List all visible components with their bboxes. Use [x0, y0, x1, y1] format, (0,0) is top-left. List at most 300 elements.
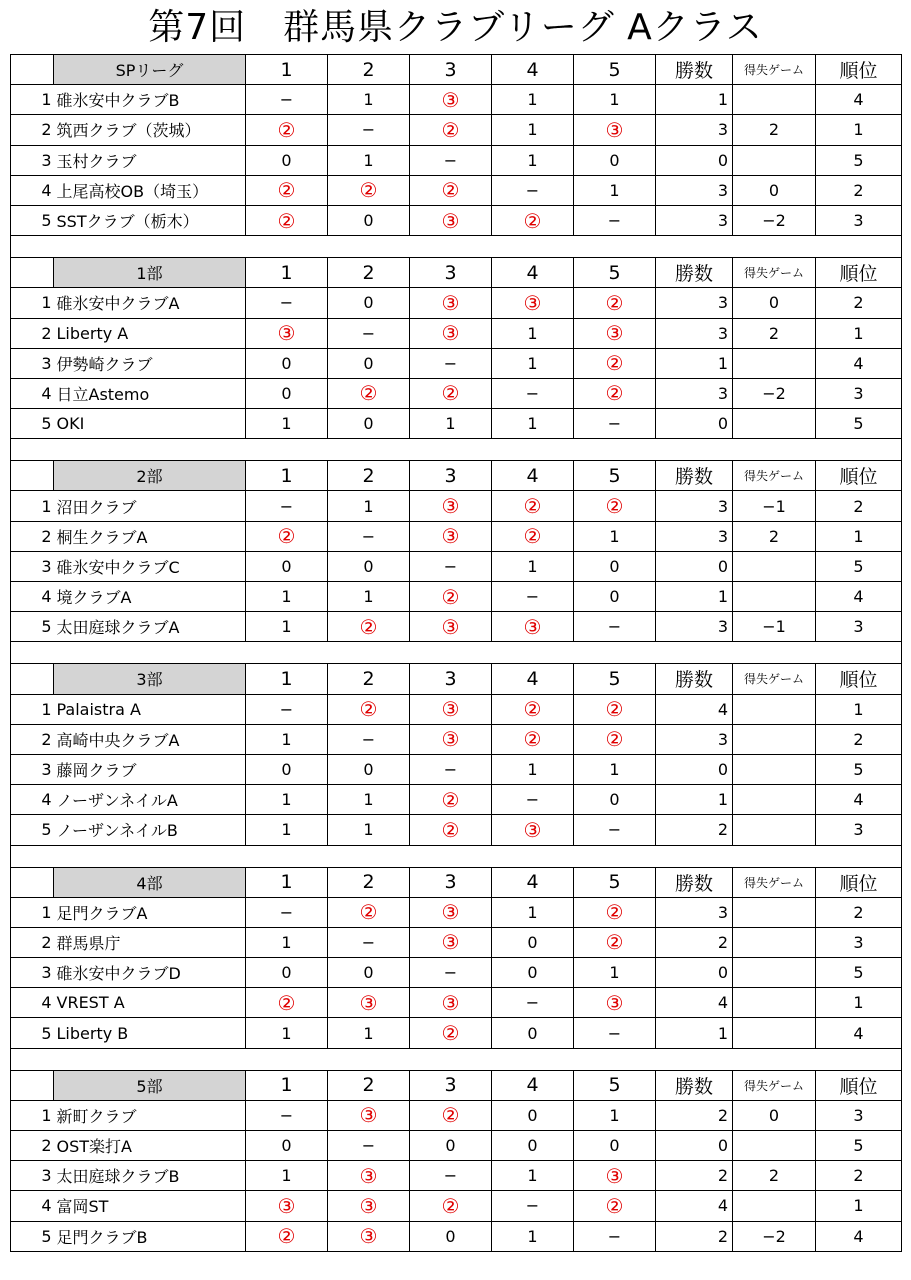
result-cell: 0 — [328, 205, 410, 235]
wins-value: 1 — [656, 85, 733, 115]
group-header-row — [11, 55, 902, 85]
spacer-cell — [246, 439, 328, 461]
result-win: ② — [574, 1191, 656, 1221]
team-name: 群馬県庁 — [54, 927, 246, 957]
team-number: 2 — [11, 927, 54, 957]
result-cell: 1 — [246, 724, 328, 754]
result-cell: − — [328, 318, 410, 348]
result-cell: − — [246, 1100, 328, 1130]
result-cell: − — [574, 409, 656, 439]
result-cell: 1 — [328, 582, 410, 612]
spacer-cell — [733, 1048, 816, 1070]
header-opponent-number: 5 — [574, 664, 656, 694]
header-blank-cell — [11, 1070, 54, 1100]
spacer-cell — [54, 845, 246, 867]
group-name: 3部 — [54, 664, 246, 694]
team-number: 5 — [11, 612, 54, 642]
result-win: ② — [410, 1191, 492, 1221]
team-number: 4 — [11, 1191, 54, 1221]
team-number: 3 — [11, 754, 54, 784]
result-win: ② — [492, 521, 574, 551]
spacer-cell — [656, 642, 733, 664]
result-cell: − — [574, 205, 656, 235]
spacer-row — [11, 236, 902, 258]
rank-value: 5 — [816, 1131, 902, 1161]
result-cell: 0 — [410, 1221, 492, 1251]
result-cell: 0 — [246, 145, 328, 175]
result-win: ② — [574, 288, 656, 318]
result-win: ③ — [410, 988, 492, 1018]
team-number: 2 — [11, 318, 54, 348]
header-rank: 順位 — [816, 461, 902, 491]
team-name: 碓氷安中クラブB — [54, 85, 246, 115]
result-cell: 0 — [328, 348, 410, 378]
team-row — [11, 551, 902, 581]
wins-value: 2 — [656, 927, 733, 957]
group-header-row — [11, 867, 902, 897]
team-name: 高崎中央クラブA — [54, 724, 246, 754]
result-cell: 0 — [492, 927, 574, 957]
result-cell: − — [410, 754, 492, 784]
rank-value: 1 — [816, 988, 902, 1018]
result-win: ③ — [246, 318, 328, 348]
spacer-cell — [656, 845, 733, 867]
rank-value: 5 — [816, 958, 902, 988]
result-win: ③ — [492, 815, 574, 845]
game-diff-value: −1 — [733, 612, 816, 642]
result-cell: 1 — [246, 785, 328, 815]
team-name: 太田庭球クラブB — [54, 1161, 246, 1191]
result-cell: 0 — [328, 288, 410, 318]
spacer-cell — [492, 642, 574, 664]
header-wins: 勝数 — [656, 1070, 733, 1100]
game-diff-value — [733, 754, 816, 784]
result-cell: 1 — [492, 409, 574, 439]
game-diff-value: 2 — [733, 115, 816, 145]
team-number: 5 — [11, 815, 54, 845]
team-number: 1 — [11, 85, 54, 115]
team-number: 2 — [11, 521, 54, 551]
game-diff-value — [733, 724, 816, 754]
team-name: 太田庭球クラブA — [54, 612, 246, 642]
group-name: 1部 — [54, 258, 246, 288]
spacer-cell — [54, 439, 246, 461]
result-cell: − — [492, 1191, 574, 1221]
header-opponent-number: 2 — [328, 55, 410, 85]
team-row — [11, 115, 902, 145]
header-opponent-number: 5 — [574, 258, 656, 288]
spacer-cell — [656, 236, 733, 258]
spacer-cell — [410, 845, 492, 867]
result-win: ③ — [410, 85, 492, 115]
group-name: 2部 — [54, 461, 246, 491]
result-win: ② — [574, 724, 656, 754]
team-row — [11, 724, 902, 754]
header-opponent-number: 1 — [246, 55, 328, 85]
result-cell: − — [328, 1131, 410, 1161]
result-win: ② — [410, 785, 492, 815]
game-diff-value — [733, 988, 816, 1018]
header-rank: 順位 — [816, 664, 902, 694]
rank-value: 5 — [816, 551, 902, 581]
rank-value: 4 — [816, 348, 902, 378]
result-win: ② — [328, 175, 410, 205]
result-cell: 1 — [328, 815, 410, 845]
result-cell: 1 — [492, 551, 574, 581]
result-cell: 1 — [492, 754, 574, 784]
header-game-diff: 得失ゲーム — [733, 664, 816, 694]
wins-value: 1 — [656, 1018, 733, 1048]
result-win: ② — [492, 694, 574, 724]
result-win: ② — [328, 612, 410, 642]
result-win: ② — [246, 1221, 328, 1251]
team-name: 碓氷安中クラブA — [54, 288, 246, 318]
team-number: 5 — [11, 1221, 54, 1251]
team-number: 1 — [11, 1100, 54, 1130]
spacer-row — [11, 1048, 902, 1070]
result-cell: 1 — [492, 85, 574, 115]
spacer-cell — [410, 439, 492, 461]
wins-value: 2 — [656, 1221, 733, 1251]
result-cell: 1 — [328, 491, 410, 521]
header-opponent-number: 5 — [574, 867, 656, 897]
team-row — [11, 1018, 902, 1048]
team-name: 新町クラブ — [54, 1100, 246, 1130]
result-cell: 0 — [246, 551, 328, 581]
result-cell: 1 — [574, 1100, 656, 1130]
rank-value: 4 — [816, 85, 902, 115]
result-cell: 1 — [574, 85, 656, 115]
result-win: ② — [574, 897, 656, 927]
result-win: ② — [328, 378, 410, 408]
team-name: ノーザンネイルB — [54, 815, 246, 845]
result-win: ② — [410, 582, 492, 612]
rank-value: 4 — [816, 582, 902, 612]
wins-value: 2 — [656, 1100, 733, 1130]
header-opponent-number: 1 — [246, 461, 328, 491]
header-rank: 順位 — [816, 55, 902, 85]
game-diff-value — [733, 409, 816, 439]
header-rank: 順位 — [816, 258, 902, 288]
team-row — [11, 1100, 902, 1130]
game-diff-value: −1 — [733, 491, 816, 521]
wins-value: 3 — [656, 897, 733, 927]
team-name: OST楽打A — [54, 1131, 246, 1161]
result-win: ③ — [328, 988, 410, 1018]
team-name: 足門クラブA — [54, 897, 246, 927]
result-cell: 0 — [328, 754, 410, 784]
result-cell: − — [492, 378, 574, 408]
team-name: 境クラブA — [54, 582, 246, 612]
result-win: ③ — [410, 491, 492, 521]
team-row — [11, 145, 902, 175]
result-cell: − — [410, 145, 492, 175]
result-win: ③ — [410, 927, 492, 957]
result-cell: − — [246, 288, 328, 318]
game-diff-value — [733, 551, 816, 581]
wins-value: 4 — [656, 694, 733, 724]
team-name: OKI — [54, 409, 246, 439]
spacer-cell — [574, 1048, 656, 1070]
team-row — [11, 1131, 902, 1161]
team-name: 上尾高校OB（埼玉） — [54, 175, 246, 205]
header-opponent-number: 1 — [246, 867, 328, 897]
header-wins: 勝数 — [656, 461, 733, 491]
team-number: 4 — [11, 988, 54, 1018]
result-cell: − — [246, 694, 328, 724]
result-cell: 1 — [574, 754, 656, 784]
rank-value: 2 — [816, 175, 902, 205]
rank-value: 3 — [816, 612, 902, 642]
game-diff-value — [733, 348, 816, 378]
team-row — [11, 378, 902, 408]
result-win: ② — [574, 694, 656, 724]
spacer-cell — [492, 236, 574, 258]
result-win: ③ — [410, 612, 492, 642]
wins-value: 1 — [656, 785, 733, 815]
wins-value: 3 — [656, 724, 733, 754]
team-name: Liberty B — [54, 1018, 246, 1048]
team-row — [11, 85, 902, 115]
spacer-cell — [574, 845, 656, 867]
rank-value: 5 — [816, 754, 902, 784]
result-cell: 0 — [246, 754, 328, 784]
team-number: 3 — [11, 145, 54, 175]
rank-value: 1 — [816, 115, 902, 145]
header-game-diff: 得失ゲーム — [733, 867, 816, 897]
rank-value: 4 — [816, 1018, 902, 1048]
result-win: ③ — [410, 318, 492, 348]
header-opponent-number: 4 — [492, 55, 574, 85]
spacer-cell — [733, 439, 816, 461]
rank-value: 1 — [816, 318, 902, 348]
team-row — [11, 491, 902, 521]
header-opponent-number: 2 — [328, 258, 410, 288]
header-game-diff: 得失ゲーム — [733, 258, 816, 288]
result-win: ② — [410, 1018, 492, 1048]
result-cell: 0 — [246, 958, 328, 988]
result-cell: 0 — [410, 1131, 492, 1161]
spacer-cell — [816, 1048, 902, 1070]
spacer-cell — [54, 1048, 246, 1070]
result-win: ③ — [328, 1100, 410, 1130]
spacer-cell — [574, 642, 656, 664]
spacer-cell — [410, 1048, 492, 1070]
rank-value: 5 — [816, 145, 902, 175]
result-cell: 0 — [492, 1018, 574, 1048]
game-diff-value: −2 — [733, 378, 816, 408]
result-cell: 0 — [328, 409, 410, 439]
rank-value: 4 — [816, 1221, 902, 1251]
result-win: ② — [410, 815, 492, 845]
result-win: ③ — [492, 612, 574, 642]
game-diff-value: 2 — [733, 521, 816, 551]
header-opponent-number: 4 — [492, 1070, 574, 1100]
group-name: 5部 — [54, 1070, 246, 1100]
spacer-cell — [246, 236, 328, 258]
team-name: 桐生クラブA — [54, 521, 246, 551]
result-cell: 1 — [492, 318, 574, 348]
team-number: 2 — [11, 1131, 54, 1161]
wins-value: 2 — [656, 1161, 733, 1191]
team-row — [11, 288, 902, 318]
spacer-cell — [816, 642, 902, 664]
result-cell: − — [246, 491, 328, 521]
spacer-cell — [246, 1048, 328, 1070]
rank-value: 3 — [816, 378, 902, 408]
team-number: 1 — [11, 491, 54, 521]
spacer-cell — [816, 439, 902, 461]
result-win: ③ — [410, 897, 492, 927]
header-wins: 勝数 — [656, 55, 733, 85]
spacer-cell — [11, 439, 54, 461]
result-cell: 0 — [574, 145, 656, 175]
team-number: 1 — [11, 288, 54, 318]
result-win: ② — [246, 988, 328, 1018]
game-diff-value — [733, 1191, 816, 1221]
team-row — [11, 175, 902, 205]
wins-value: 3 — [656, 521, 733, 551]
result-cell: 1 — [492, 1221, 574, 1251]
result-cell: − — [574, 1221, 656, 1251]
game-diff-value — [733, 815, 816, 845]
team-name: Liberty A — [54, 318, 246, 348]
group-header-row — [11, 461, 902, 491]
wins-value: 3 — [656, 115, 733, 145]
spacer-cell — [11, 845, 54, 867]
result-cell: 0 — [246, 348, 328, 378]
group-header-row — [11, 1070, 902, 1100]
team-number: 1 — [11, 694, 54, 724]
team-row — [11, 1221, 902, 1251]
result-cell: − — [492, 785, 574, 815]
result-cell: 1 — [410, 409, 492, 439]
league-table — [10, 54, 902, 1252]
spacer-row — [11, 845, 902, 867]
team-number: 4 — [11, 582, 54, 612]
team-number: 1 — [11, 897, 54, 927]
header-game-diff: 得失ゲーム — [733, 461, 816, 491]
result-win: ② — [574, 378, 656, 408]
result-win: ③ — [492, 288, 574, 318]
header-blank-cell — [11, 461, 54, 491]
result-cell: 1 — [328, 785, 410, 815]
team-row — [11, 785, 902, 815]
spacer-cell — [492, 845, 574, 867]
game-diff-value — [733, 1018, 816, 1048]
wins-value: 0 — [656, 1131, 733, 1161]
team-row — [11, 754, 902, 784]
rank-value: 1 — [816, 694, 902, 724]
team-name: 富岡ST — [54, 1191, 246, 1221]
rank-value: 4 — [816, 785, 902, 815]
game-diff-value — [733, 927, 816, 957]
spacer-cell — [410, 642, 492, 664]
header-game-diff: 得失ゲーム — [733, 1070, 816, 1100]
header-opponent-number: 4 — [492, 867, 574, 897]
wins-value: 1 — [656, 582, 733, 612]
result-cell: 0 — [574, 1131, 656, 1161]
header-opponent-number: 2 — [328, 1070, 410, 1100]
wins-value: 4 — [656, 988, 733, 1018]
result-cell: 0 — [574, 551, 656, 581]
result-win: ② — [492, 724, 574, 754]
page-title: 第7回 群馬県クラブリーグ Aクラス — [148, 7, 763, 48]
result-cell: − — [410, 348, 492, 378]
result-cell: 0 — [246, 1131, 328, 1161]
wins-value: 2 — [656, 815, 733, 845]
result-cell: 1 — [328, 1018, 410, 1048]
game-diff-value: −2 — [733, 1221, 816, 1251]
rank-value: 3 — [816, 1100, 902, 1130]
result-cell: 1 — [246, 1018, 328, 1048]
wins-value: 0 — [656, 754, 733, 784]
wins-value: 0 — [656, 551, 733, 581]
team-name: 碓氷安中クラブD — [54, 958, 246, 988]
result-cell: 1 — [328, 85, 410, 115]
header-opponent-number: 5 — [574, 1070, 656, 1100]
rank-value: 2 — [816, 897, 902, 927]
spacer-cell — [54, 642, 246, 664]
team-row — [11, 318, 902, 348]
spacer-cell — [328, 845, 410, 867]
header-opponent-number: 1 — [246, 664, 328, 694]
header-opponent-number: 1 — [246, 258, 328, 288]
rank-value: 1 — [816, 1191, 902, 1221]
team-number: 4 — [11, 175, 54, 205]
header-opponent-number: 3 — [410, 258, 492, 288]
wins-value: 3 — [656, 175, 733, 205]
game-diff-value — [733, 785, 816, 815]
group-header-row — [11, 664, 902, 694]
result-cell: 1 — [246, 815, 328, 845]
result-cell: 0 — [246, 378, 328, 408]
team-number: 3 — [11, 1161, 54, 1191]
header-wins: 勝数 — [656, 867, 733, 897]
result-cell: 0 — [492, 1100, 574, 1130]
result-cell: − — [246, 85, 328, 115]
header-blank-cell — [11, 258, 54, 288]
team-row — [11, 988, 902, 1018]
rank-value: 2 — [816, 724, 902, 754]
result-cell: − — [410, 1161, 492, 1191]
result-cell: 1 — [574, 958, 656, 988]
result-win: ② — [492, 205, 574, 235]
game-diff-value — [733, 1131, 816, 1161]
wins-value: 3 — [656, 318, 733, 348]
result-cell: − — [574, 815, 656, 845]
wins-value: 4 — [656, 1191, 733, 1221]
result-cell: 0 — [492, 1131, 574, 1161]
header-opponent-number: 3 — [410, 867, 492, 897]
result-win: ③ — [574, 988, 656, 1018]
result-win: ② — [328, 897, 410, 927]
game-diff-value: 2 — [733, 318, 816, 348]
game-diff-value — [733, 958, 816, 988]
result-cell: 1 — [574, 521, 656, 551]
spacer-cell — [246, 642, 328, 664]
header-opponent-number: 2 — [328, 461, 410, 491]
spacer-cell — [328, 236, 410, 258]
spacer-cell — [816, 845, 902, 867]
team-row — [11, 958, 902, 988]
result-win: ② — [574, 491, 656, 521]
result-cell: 1 — [246, 409, 328, 439]
team-row — [11, 927, 902, 957]
team-row — [11, 612, 902, 642]
spacer-cell — [733, 236, 816, 258]
header-opponent-number: 5 — [574, 55, 656, 85]
